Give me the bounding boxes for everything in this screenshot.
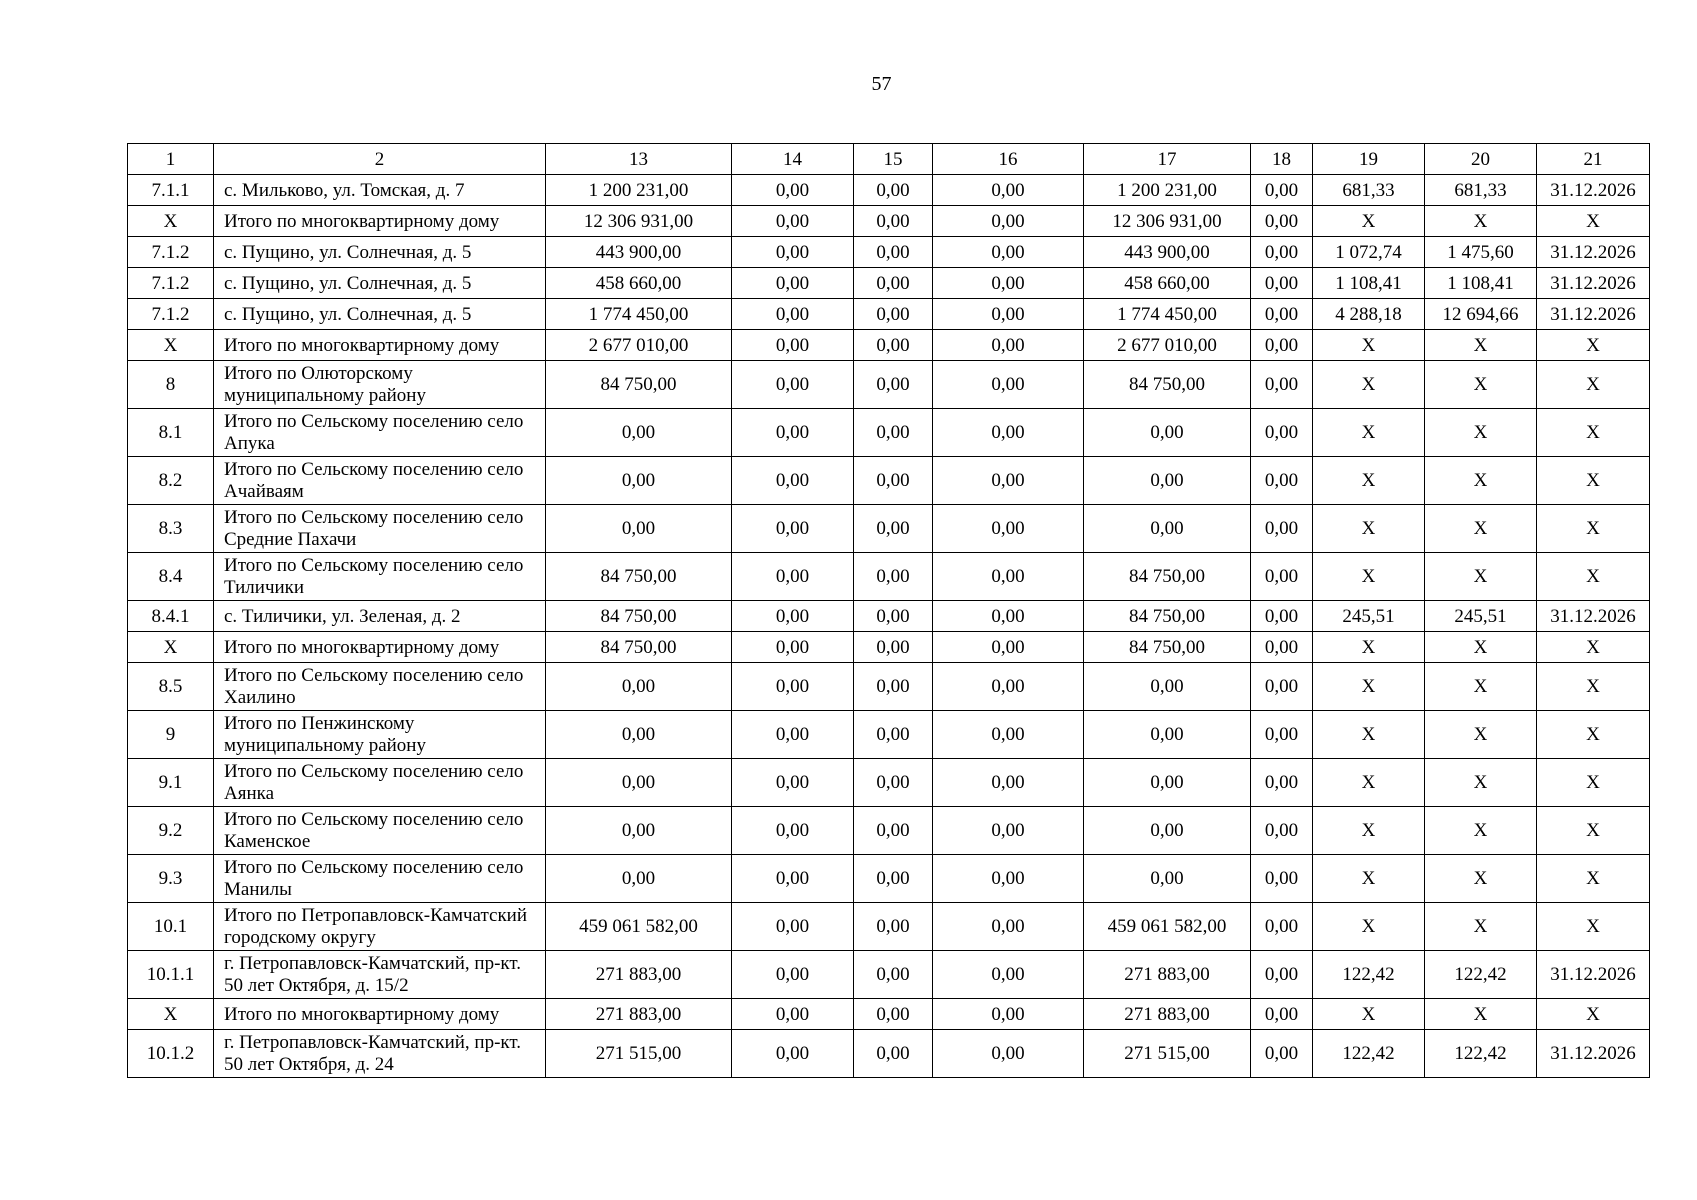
cell-value: 0,00 <box>732 553 854 601</box>
cell-value: Х <box>1537 759 1650 807</box>
table-row <box>128 268 1650 299</box>
cell-value: Х <box>1537 855 1650 903</box>
cell-value: 0,00 <box>732 601 854 632</box>
cell-value: 0,00 <box>732 457 854 505</box>
cell-value: Х <box>1425 505 1537 553</box>
cell-object-name: Итого по Пенжинскому муниципальному району <box>214 711 546 759</box>
cell-value: 0,00 <box>1251 855 1313 903</box>
cell-value: Х <box>1313 903 1425 951</box>
cell-value: Х <box>1537 361 1650 409</box>
cell-value: 245,51 <box>1313 601 1425 632</box>
cell-value: Х <box>1313 999 1425 1030</box>
cell-value: 245,51 <box>1425 601 1537 632</box>
cell-value: Х <box>1425 903 1537 951</box>
cell-value: 443 900,00 <box>546 237 732 268</box>
cell-value: 0,00 <box>1251 999 1313 1030</box>
cell-object-name: Итого по многоквартирному дому <box>214 632 546 663</box>
cell-row-number: 8.3 <box>128 505 214 553</box>
cell-value: Х <box>1313 206 1425 237</box>
table-body <box>128 175 1650 1078</box>
cell-value: 271 883,00 <box>1084 951 1251 999</box>
cell-value: 0,00 <box>732 663 854 711</box>
cell-value: 0,00 <box>854 361 933 409</box>
column-header-6: 16 <box>933 144 1084 175</box>
cell-object-name: г. Петропавловск-Камчатский, пр-кт. 50 лет Октября, д. 15/2 <box>214 951 546 999</box>
cell-value: 0,00 <box>1251 601 1313 632</box>
cell-value: 0,00 <box>546 409 732 457</box>
cell-value: 0,00 <box>1084 505 1251 553</box>
cell-value: 0,00 <box>933 1030 1084 1078</box>
cell-value: Х <box>1425 330 1537 361</box>
cell-value: 0,00 <box>933 903 1084 951</box>
cell-object-name: Итого по многоквартирному дому <box>214 330 546 361</box>
cell-row-number: 10.1.1 <box>128 951 214 999</box>
cell-value: 0,00 <box>854 175 933 206</box>
cell-value: 1 072,74 <box>1313 237 1425 268</box>
cell-row-number: Х <box>128 999 214 1030</box>
cell-row-number: 10.1.2 <box>128 1030 214 1078</box>
cell-value: Х <box>1425 553 1537 601</box>
cell-value: Х <box>1537 206 1650 237</box>
column-header-4: 14 <box>732 144 854 175</box>
cell-value: 12 306 931,00 <box>1084 206 1251 237</box>
cell-value: 0,00 <box>1251 759 1313 807</box>
table-row <box>128 951 1650 999</box>
cell-value: 0,00 <box>1084 855 1251 903</box>
cell-value: 0,00 <box>732 632 854 663</box>
cell-value: Х <box>1537 663 1650 711</box>
table-row <box>128 206 1650 237</box>
cell-value: 0,00 <box>1084 807 1251 855</box>
cell-value: 0,00 <box>1084 663 1251 711</box>
cell-value: 31.12.2026 <box>1537 951 1650 999</box>
cell-value: Х <box>1313 330 1425 361</box>
cell-value: 0,00 <box>1251 951 1313 999</box>
cell-value: 84 750,00 <box>1084 601 1251 632</box>
cell-object-name: Итого по многоквартирному дому <box>214 999 546 1030</box>
cell-row-number: Х <box>128 330 214 361</box>
cell-value: 1 475,60 <box>1425 237 1537 268</box>
cell-value: 1 108,41 <box>1425 268 1537 299</box>
cell-object-name: Итого по Сельскому поселению село Манилы <box>214 855 546 903</box>
cell-value: 0,00 <box>732 361 854 409</box>
cell-value: 31.12.2026 <box>1537 601 1650 632</box>
cell-value: 0,00 <box>933 268 1084 299</box>
cell-value: 271 515,00 <box>1084 1030 1251 1078</box>
cell-value: Х <box>1425 855 1537 903</box>
table-row <box>128 175 1650 206</box>
cell-value: 0,00 <box>854 457 933 505</box>
cell-row-number: 7.1.2 <box>128 299 214 330</box>
cell-value: 84 750,00 <box>1084 632 1251 663</box>
cell-value: 0,00 <box>933 409 1084 457</box>
cell-row-number: 8 <box>128 361 214 409</box>
cell-value: Х <box>1425 457 1537 505</box>
cell-value: 0,00 <box>854 601 933 632</box>
cell-value: 0,00 <box>1251 206 1313 237</box>
table-row <box>128 299 1650 330</box>
cell-value: 0,00 <box>933 206 1084 237</box>
cell-value: 0,00 <box>933 601 1084 632</box>
cell-object-name: с. Пущино, ул. Солнечная, д. 5 <box>214 268 546 299</box>
column-header-9: 19 <box>1313 144 1425 175</box>
cell-value: 0,00 <box>854 711 933 759</box>
cell-value: 0,00 <box>546 505 732 553</box>
cell-value: 122,42 <box>1425 951 1537 999</box>
cell-value: 0,00 <box>854 759 933 807</box>
cell-row-number: 8.5 <box>128 663 214 711</box>
cell-value: 0,00 <box>854 951 933 999</box>
cell-value: 0,00 <box>854 237 933 268</box>
cell-value: 0,00 <box>1084 759 1251 807</box>
cell-object-name: с. Пущино, ул. Солнечная, д. 5 <box>214 237 546 268</box>
cell-value: 2 677 010,00 <box>546 330 732 361</box>
cell-value: 0,00 <box>1251 807 1313 855</box>
table-row <box>128 361 1650 409</box>
cell-value: 271 515,00 <box>546 1030 732 1078</box>
cell-object-name: Итого по многоквартирному дому <box>214 206 546 237</box>
cell-value: 31.12.2026 <box>1537 175 1650 206</box>
cell-value: 0,00 <box>933 553 1084 601</box>
cell-row-number: 7.1.1 <box>128 175 214 206</box>
cell-value: Х <box>1425 759 1537 807</box>
cell-object-name: с. Пущино, ул. Солнечная, д. 5 <box>214 299 546 330</box>
cell-value: 0,00 <box>1251 663 1313 711</box>
cell-value: 12 306 931,00 <box>546 206 732 237</box>
cell-object-name: с. Тиличики, ул. Зеленая, д. 2 <box>214 601 546 632</box>
table-row <box>128 632 1650 663</box>
cell-value: 0,00 <box>933 759 1084 807</box>
cell-value: 0,00 <box>1251 711 1313 759</box>
cell-value: Х <box>1313 505 1425 553</box>
cell-value: 84 750,00 <box>1084 553 1251 601</box>
table-row <box>128 999 1650 1030</box>
cell-value: Х <box>1313 409 1425 457</box>
cell-value: 84 750,00 <box>546 361 732 409</box>
cell-value: 271 883,00 <box>1084 999 1251 1030</box>
cell-value: 0,00 <box>933 663 1084 711</box>
cell-value: 0,00 <box>933 237 1084 268</box>
cell-value: 0,00 <box>933 711 1084 759</box>
cell-value: 0,00 <box>933 175 1084 206</box>
table-row <box>128 330 1650 361</box>
cell-value: 0,00 <box>1251 330 1313 361</box>
cell-value: 0,00 <box>1251 903 1313 951</box>
cell-value: 0,00 <box>854 268 933 299</box>
cell-value: 0,00 <box>732 268 854 299</box>
cell-value: 0,00 <box>1251 505 1313 553</box>
cell-value: 84 750,00 <box>546 601 732 632</box>
cell-object-name: Итого по Сельскому поселению село Каменское <box>214 807 546 855</box>
cell-value: 0,00 <box>933 855 1084 903</box>
cell-value: 1 108,41 <box>1313 268 1425 299</box>
cell-value: 0,00 <box>732 759 854 807</box>
cell-value: Х <box>1425 206 1537 237</box>
cell-value: 0,00 <box>546 759 732 807</box>
cell-value: Х <box>1425 999 1537 1030</box>
table-row <box>128 903 1650 951</box>
cell-value: 0,00 <box>1251 409 1313 457</box>
cell-row-number: 9.2 <box>128 807 214 855</box>
cell-object-name: Итого по Сельскому поселению село Апука <box>214 409 546 457</box>
cell-value: 0,00 <box>933 999 1084 1030</box>
cell-value: Х <box>1537 999 1650 1030</box>
cell-value: Х <box>1425 409 1537 457</box>
table-header-row <box>128 144 1650 175</box>
cell-value: 0,00 <box>1084 457 1251 505</box>
cell-value: 0,00 <box>732 206 854 237</box>
cell-value: Х <box>1425 663 1537 711</box>
cell-value: 271 883,00 <box>546 951 732 999</box>
cell-object-name: Итого по Сельскому поселению село Средние Пахачи <box>214 505 546 553</box>
cell-value: 31.12.2026 <box>1537 268 1650 299</box>
table-row <box>128 711 1650 759</box>
cell-value: Х <box>1313 457 1425 505</box>
cell-value: 0,00 <box>546 663 732 711</box>
cell-value: 12 694,66 <box>1425 299 1537 330</box>
cell-value: 0,00 <box>732 237 854 268</box>
cell-value: 0,00 <box>1251 361 1313 409</box>
cell-value: 0,00 <box>854 1030 933 1078</box>
cell-value: 0,00 <box>933 457 1084 505</box>
cell-value: 0,00 <box>854 409 933 457</box>
column-header-5: 15 <box>854 144 933 175</box>
cell-value: 0,00 <box>732 903 854 951</box>
cell-value: 1 774 450,00 <box>546 299 732 330</box>
cell-value: 0,00 <box>1251 299 1313 330</box>
cell-value: 0,00 <box>546 457 732 505</box>
cell-value: 0,00 <box>1084 711 1251 759</box>
cell-value: 0,00 <box>854 663 933 711</box>
cell-value: 0,00 <box>854 903 933 951</box>
cell-value: Х <box>1425 711 1537 759</box>
cell-row-number: 8.1 <box>128 409 214 457</box>
table-row <box>128 553 1650 601</box>
cell-value: 0,00 <box>933 807 1084 855</box>
cell-object-name: Итого по Петропавловск-Камчатский городскому округу <box>214 903 546 951</box>
cell-value: 459 061 582,00 <box>1084 903 1251 951</box>
cell-value: 458 660,00 <box>546 268 732 299</box>
cell-value: 0,00 <box>1251 268 1313 299</box>
cell-value: 0,00 <box>1251 553 1313 601</box>
cell-value: 0,00 <box>854 505 933 553</box>
cell-value: 122,42 <box>1425 1030 1537 1078</box>
cell-object-name: с. Мильково, ул. Томская, д. 7 <box>214 175 546 206</box>
cell-value: 459 061 582,00 <box>546 903 732 951</box>
cell-value: 1 200 231,00 <box>546 175 732 206</box>
cell-value: Х <box>1313 361 1425 409</box>
column-header-3: 13 <box>546 144 732 175</box>
cell-value: 0,00 <box>933 330 1084 361</box>
cell-value: Х <box>1313 759 1425 807</box>
cell-value: Х <box>1313 663 1425 711</box>
cell-value: 0,00 <box>1251 175 1313 206</box>
cell-value: 2 677 010,00 <box>1084 330 1251 361</box>
data-table <box>127 143 1650 1078</box>
cell-row-number: Х <box>128 632 214 663</box>
cell-value: 0,00 <box>732 711 854 759</box>
table-row <box>128 855 1650 903</box>
cell-value: Х <box>1313 553 1425 601</box>
cell-row-number: 8.4.1 <box>128 601 214 632</box>
cell-object-name: г. Петропавловск-Камчатский, пр-кт. 50 лет Октября, д. 24 <box>214 1030 546 1078</box>
cell-row-number: 8.2 <box>128 457 214 505</box>
cell-value: 84 750,00 <box>546 553 732 601</box>
cell-value: Х <box>1537 632 1650 663</box>
cell-value: 4 288,18 <box>1313 299 1425 330</box>
cell-object-name: Итого по Олюторскому муниципальному району <box>214 361 546 409</box>
cell-value: 443 900,00 <box>1084 237 1251 268</box>
column-header-1: 1 <box>128 144 214 175</box>
table-row <box>128 759 1650 807</box>
cell-row-number: 7.1.2 <box>128 268 214 299</box>
cell-value: 0,00 <box>732 951 854 999</box>
cell-value: Х <box>1537 711 1650 759</box>
cell-value: 0,00 <box>732 330 854 361</box>
cell-value: 84 750,00 <box>1084 361 1251 409</box>
table-row <box>128 237 1650 268</box>
table-row <box>128 505 1650 553</box>
cell-value: 1 774 450,00 <box>1084 299 1251 330</box>
cell-value: Х <box>1313 807 1425 855</box>
column-header-2: 2 <box>214 144 546 175</box>
cell-value: 0,00 <box>732 409 854 457</box>
cell-value: 681,33 <box>1313 175 1425 206</box>
cell-value: 122,42 <box>1313 1030 1425 1078</box>
cell-value: 0,00 <box>546 807 732 855</box>
cell-value: 0,00 <box>1251 457 1313 505</box>
cell-value: 0,00 <box>854 632 933 663</box>
column-header-7: 17 <box>1084 144 1251 175</box>
cell-row-number: Х <box>128 206 214 237</box>
cell-value: 681,33 <box>1425 175 1537 206</box>
cell-value: Х <box>1537 807 1650 855</box>
cell-row-number: 10.1 <box>128 903 214 951</box>
table-row <box>128 601 1650 632</box>
cell-object-name: Итого по Сельскому поселению село Хаилино <box>214 663 546 711</box>
cell-value: 0,00 <box>732 807 854 855</box>
cell-value: 271 883,00 <box>546 999 732 1030</box>
cell-value: 31.12.2026 <box>1537 237 1650 268</box>
cell-value: 0,00 <box>933 951 1084 999</box>
cell-value: 31.12.2026 <box>1537 1030 1650 1078</box>
cell-value: Х <box>1313 711 1425 759</box>
cell-value: 0,00 <box>732 299 854 330</box>
cell-value: 0,00 <box>1251 237 1313 268</box>
cell-value: Х <box>1313 632 1425 663</box>
cell-value: Х <box>1537 505 1650 553</box>
cell-value: 0,00 <box>732 999 854 1030</box>
table-row <box>128 409 1650 457</box>
cell-object-name: Итого по Сельскому поселению село Аянка <box>214 759 546 807</box>
cell-value: 122,42 <box>1313 951 1425 999</box>
cell-value: 1 200 231,00 <box>1084 175 1251 206</box>
cell-value: Х <box>1425 807 1537 855</box>
cell-value: 0,00 <box>854 206 933 237</box>
cell-value: 0,00 <box>854 999 933 1030</box>
cell-value: 0,00 <box>1251 1030 1313 1078</box>
cell-value: Х <box>1537 409 1650 457</box>
cell-value: 0,00 <box>854 553 933 601</box>
cell-row-number: 9.1 <box>128 759 214 807</box>
cell-value: 0,00 <box>854 330 933 361</box>
cell-value: 0,00 <box>933 361 1084 409</box>
cell-value: 0,00 <box>933 299 1084 330</box>
cell-value: 0,00 <box>854 299 933 330</box>
cell-value: 0,00 <box>732 505 854 553</box>
cell-value: Х <box>1537 330 1650 361</box>
cell-row-number: 9 <box>128 711 214 759</box>
table-row <box>128 663 1650 711</box>
cell-value: 31.12.2026 <box>1537 299 1650 330</box>
cell-row-number: 7.1.2 <box>128 237 214 268</box>
column-header-11: 21 <box>1537 144 1650 175</box>
cell-value: 0,00 <box>1084 409 1251 457</box>
cell-row-number: 9.3 <box>128 855 214 903</box>
table-row <box>128 1030 1650 1078</box>
cell-object-name: Итого по Сельскому поселению село Ачайваям <box>214 457 546 505</box>
cell-value: 0,00 <box>732 1030 854 1078</box>
cell-value: Х <box>1537 903 1650 951</box>
cell-value: 0,00 <box>546 711 732 759</box>
table-row <box>128 457 1650 505</box>
cell-object-name: Итого по Сельскому поселению село Тиличики <box>214 553 546 601</box>
column-header-10: 20 <box>1425 144 1537 175</box>
cell-value: 0,00 <box>1251 632 1313 663</box>
page-number: 57 <box>871 73 892 95</box>
column-header-8: 18 <box>1251 144 1313 175</box>
cell-row-number: 8.4 <box>128 553 214 601</box>
table-row <box>128 807 1650 855</box>
cell-value: Х <box>1313 855 1425 903</box>
cell-value: 0,00 <box>732 175 854 206</box>
cell-value: 0,00 <box>933 632 1084 663</box>
cell-value: 0,00 <box>933 505 1084 553</box>
cell-value: 0,00 <box>854 807 933 855</box>
cell-value: 458 660,00 <box>1084 268 1251 299</box>
cell-value: Х <box>1425 361 1537 409</box>
cell-value: 0,00 <box>732 855 854 903</box>
cell-value: 0,00 <box>546 855 732 903</box>
cell-value: Х <box>1537 457 1650 505</box>
cell-value: 84 750,00 <box>546 632 732 663</box>
cell-value: 0,00 <box>854 855 933 903</box>
cell-value: Х <box>1425 632 1537 663</box>
cell-value: Х <box>1537 553 1650 601</box>
